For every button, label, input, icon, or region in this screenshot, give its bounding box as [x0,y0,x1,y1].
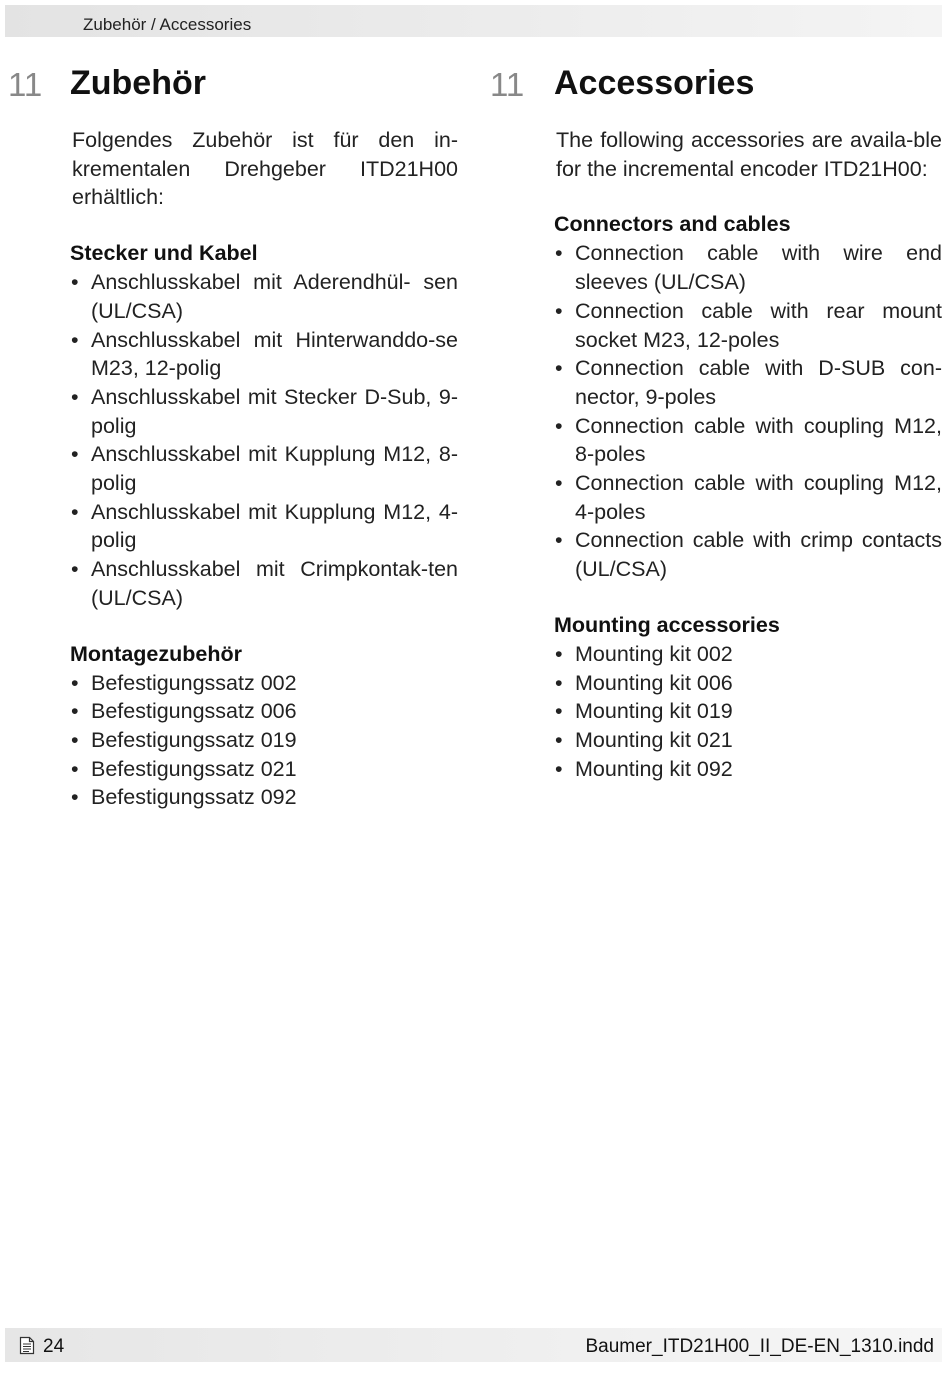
connector-list-de [70,268,458,612]
list-item: • Befestigungssatz 002 [70,669,458,698]
file-name: Baumer_ITD21H00_II_DE-EN_1310.indd [585,1336,934,1357]
list-item: • Befestigungssatz 006 [70,697,458,726]
list-item: • Befestigungssatz 021 [70,755,458,784]
list-item: • Connection cable with coupling M12, 8-poles [554,412,942,469]
section-heading-connectors-en: Connectors and cables [554,212,791,237]
running-header-title: Zubehör / Accessories [83,15,252,34]
list-item: • Mounting kit 092 [554,755,942,784]
intro-paragraph-de: Folgendes Zubehör ist für den in- krementalen Drehgeber ITD21H00 erhältlich: [72,128,458,210]
page-number: 24 [43,1336,65,1357]
section-heading-connectors-de: Stecker und Kabel [70,241,258,266]
running-footer [5,1328,942,1362]
mounting-list-en [554,640,942,784]
list-item: • Connection cable with crimp contacts (UL/CSA) [554,526,942,583]
list-item: • Anschlusskabel mit Aderendhül- sen (UL/CSA) [70,268,458,325]
list-item: • Befestigungssatz 092 [70,783,458,812]
german-column [0,62,460,812]
list-item: • Mounting kit 006 [554,669,942,698]
list-item: • Connection cable with rear mount socket M23, 12-poles [554,297,942,354]
english-column [484,62,944,783]
chapter-number-de: 11 [8,66,43,103]
chapter-title-en: Accessories [554,64,755,102]
list-item: • Connection cable with D-SUB con-nector, 9-poles [554,354,942,411]
document-icon [19,1336,35,1355]
chapter-number-en: 11 [490,66,525,103]
section-heading-mounting-de: Montagezubehör [70,641,242,666]
list-item: • Connection cable with wire end sleeves (UL/CSA) [554,239,942,296]
list-item: • Mounting kit 019 [554,697,942,726]
list-item: • Anschlusskabel mit Kupplung M12, 4-polig [70,498,458,555]
list-item: • Anschlusskabel mit Crimpkontak-ten (UL/CSA) [70,555,458,612]
chapter-heading-en [484,62,944,112]
list-item: • Befestigungssatz 019 [70,726,458,755]
list-item: • Anschlusskabel mit Stecker D-Sub, 9-polig [70,383,458,440]
chapter-heading-de [0,62,460,112]
running-header [5,5,942,37]
connector-list-en [554,239,942,583]
list-item: • Anschlusskabel mit Hinterwanddo-se M23, 12-polig [70,326,458,383]
section-heading-mounting-en: Mounting accessories [554,612,780,637]
list-item: • Anschlusskabel mit Kupplung M12, 8-polig [70,440,458,497]
chapter-title-de: Zubehör [70,64,206,102]
list-item: • Connection cable with coupling M12, 4-poles [554,469,942,526]
intro-paragraph-en: The following accessories are availa-ble for the incremental encoder ITD21H00: [556,128,942,181]
list-item: • Mounting kit 002 [554,640,942,669]
mounting-list-de [70,669,458,813]
list-item: • Mounting kit 021 [554,726,942,755]
